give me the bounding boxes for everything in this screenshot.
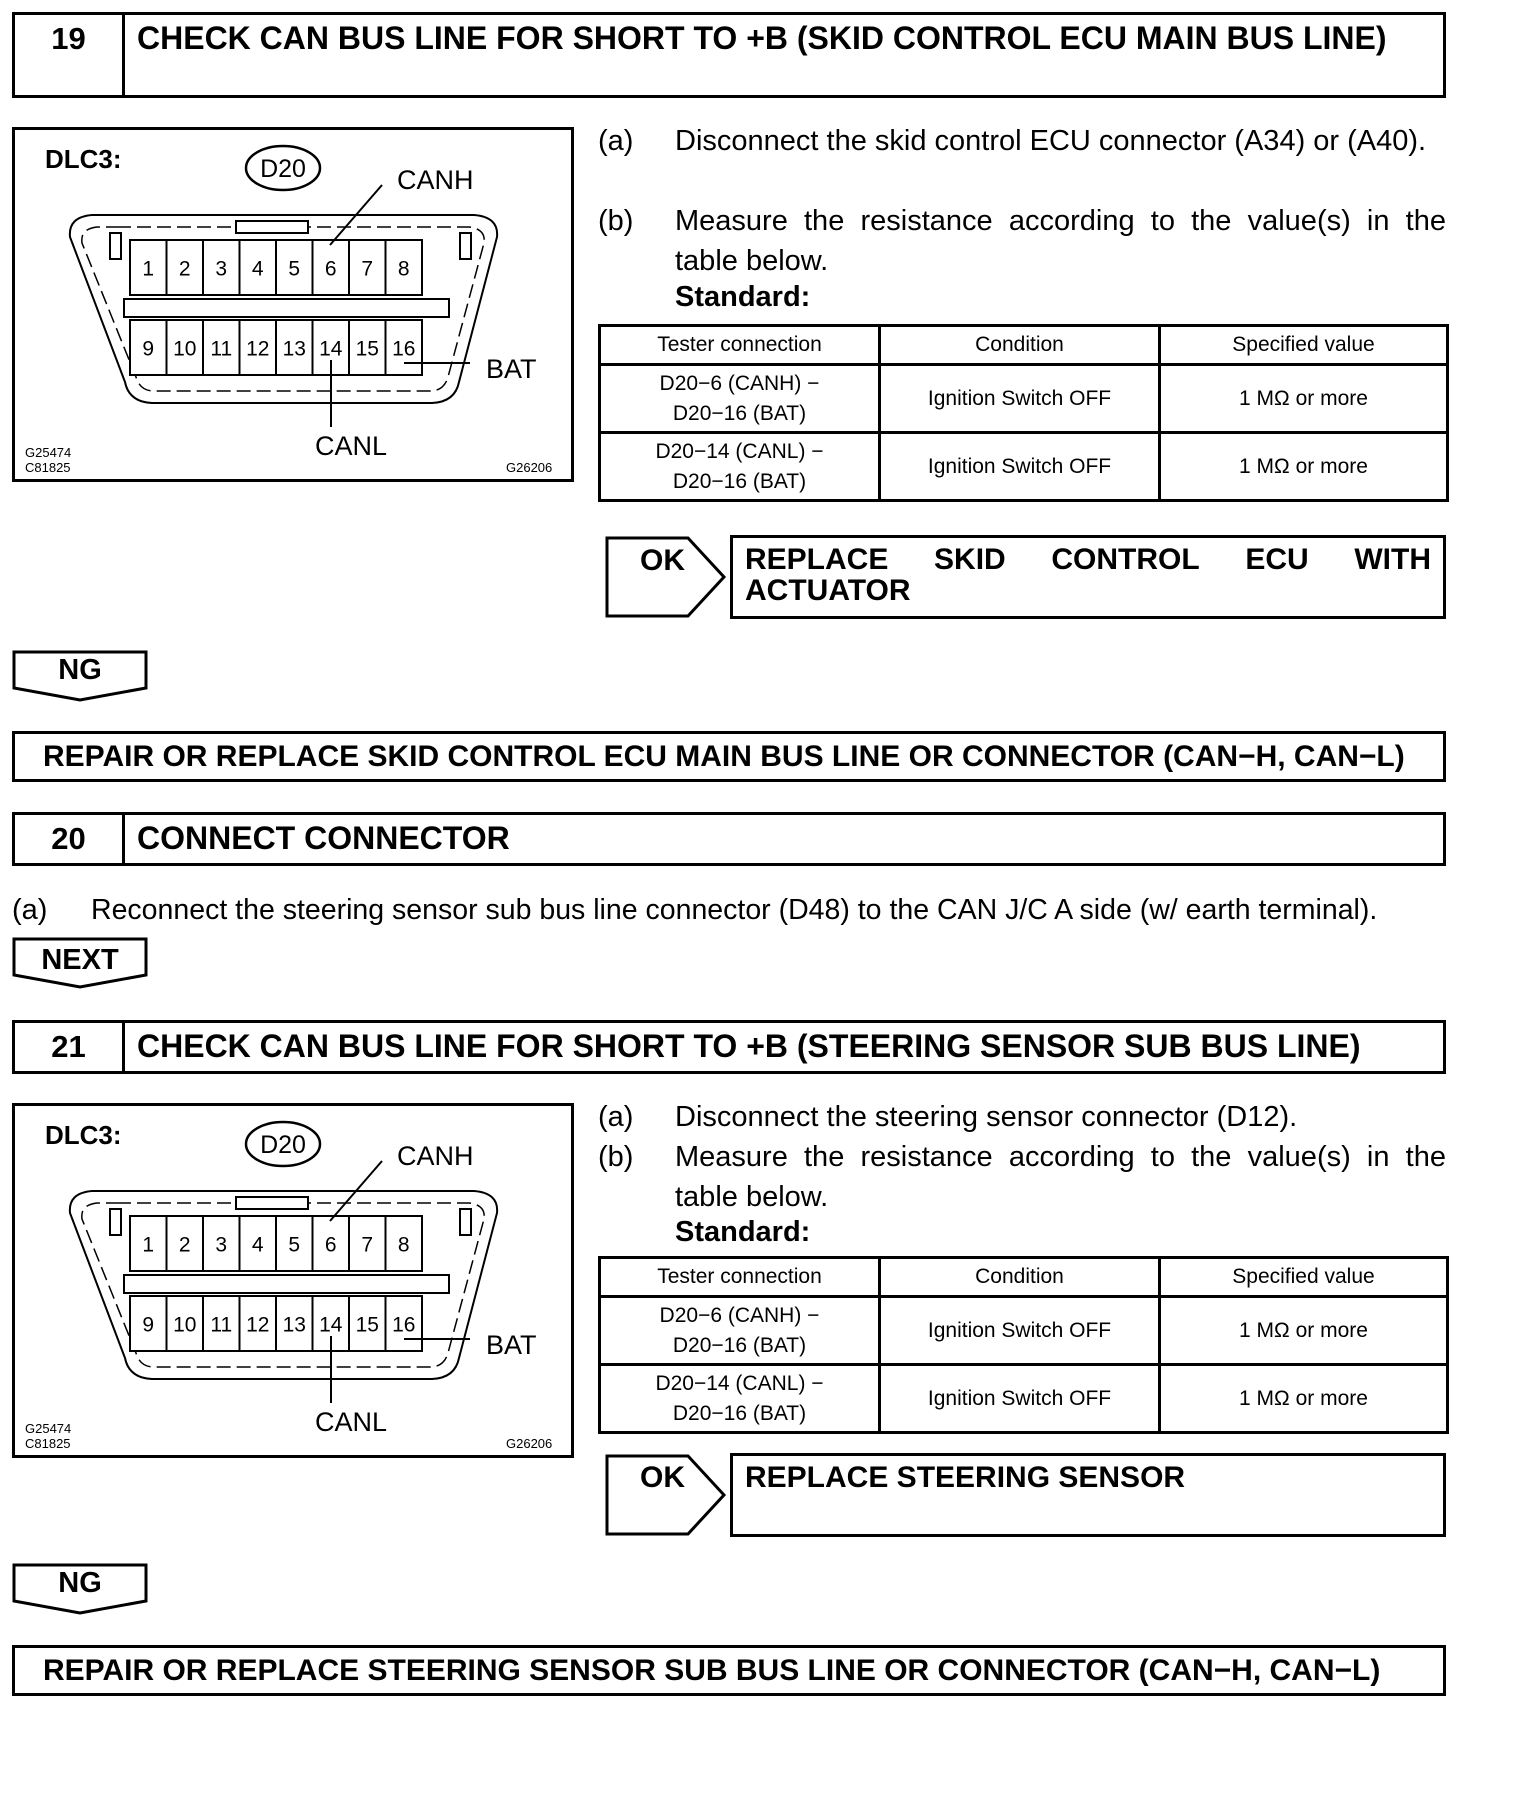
table-cell: 1 MΩ or more	[1160, 365, 1448, 433]
table-row	[600, 1297, 1448, 1365]
dlc3-connector-figure	[12, 127, 574, 482]
step-19-header	[12, 12, 1446, 98]
dlc-label: DLC3:	[45, 1120, 122, 1150]
pins-top	[130, 240, 422, 295]
ok-result-word: REPLACE	[745, 543, 889, 576]
pins-top	[130, 1216, 422, 1271]
ok-result-word: SKID	[934, 543, 1006, 576]
ng-label: NG	[58, 654, 102, 686]
ok-label: OK	[640, 544, 685, 577]
pin-number: 4	[251, 1233, 264, 1257]
step-number: 21	[15, 1023, 125, 1071]
instruction-list	[598, 121, 1446, 281]
table-cell: D20−6 (CANH) − D20−16 (BAT)	[600, 365, 880, 433]
pin-number: 12	[246, 337, 270, 361]
ng-result-box	[12, 731, 1446, 782]
ok-result-line	[745, 544, 1431, 575]
step-21-header	[12, 1020, 1446, 1074]
table-row	[600, 433, 1448, 501]
instruction-label: (a)	[12, 894, 48, 926]
spec-table	[598, 324, 1449, 502]
table-row	[600, 1365, 1448, 1433]
pin-number: 14	[319, 337, 343, 361]
table-header-row	[600, 1258, 1448, 1297]
instruction-text: Disconnect the steering sensor connector (D12).	[675, 1101, 1298, 1133]
connector-code: D20	[260, 1131, 306, 1159]
instruction-label: (a)	[598, 1101, 634, 1133]
pin-number: 1	[142, 1233, 155, 1257]
instruction-list	[598, 1097, 1446, 1217]
table-header: Tester connection	[600, 1258, 880, 1297]
pin-number: 8	[397, 257, 410, 281]
step-20-header	[12, 812, 1446, 866]
canl-label: CANL	[315, 431, 388, 461]
spec-table	[598, 1256, 1449, 1434]
ok-label: OK	[640, 1461, 685, 1494]
pin-number: 2	[178, 257, 191, 281]
ref-code: G26206	[506, 1436, 553, 1451]
table-header: Specified value	[1160, 326, 1448, 365]
pin-number: 7	[361, 257, 374, 281]
instruction-text: Reconnect the steering sensor sub bus line connector (D48) to the CAN J/C A side (w/ earth terminal).	[91, 894, 1378, 926]
instruction-label: (b)	[598, 205, 634, 237]
pin-number: 14	[319, 1313, 343, 1337]
instruction-item	[12, 890, 1452, 930]
table-row	[600, 365, 1448, 433]
pin-number: 5	[288, 1233, 301, 1257]
table-header: Specified value	[1160, 1258, 1448, 1297]
pins-bottom	[130, 1296, 422, 1351]
pin-number: 4	[251, 257, 264, 281]
ok-result-word: WITH	[1354, 543, 1431, 576]
ref-code: G26206	[506, 460, 553, 475]
instruction-item	[598, 121, 1446, 201]
table-cell: Ignition Switch OFF	[880, 1365, 1160, 1433]
bat-label: BAT	[486, 1330, 537, 1360]
dlc3-connector-figure	[12, 1103, 574, 1458]
dlc-label: DLC3:	[45, 144, 122, 174]
standard-label: Standard:	[675, 281, 811, 313]
instruction-item	[598, 1097, 1446, 1137]
table-cell: Ignition Switch OFF	[880, 1297, 1160, 1365]
standard-label: Standard:	[675, 1216, 811, 1248]
table-cell: D20−6 (CANH) − D20−16 (BAT)	[600, 1297, 880, 1365]
pin-number: 1	[142, 257, 155, 281]
step-number: 19	[15, 15, 125, 95]
connector-code: D20	[260, 155, 306, 183]
table-cell: D20−14 (CANL) − D20−16 (BAT)	[600, 433, 880, 501]
ng-label: NG	[58, 1567, 102, 1599]
ng-result-text: REPAIR OR REPLACE STEERING SENSOR SUB BUS LINE OR CONNECTOR (CAN−H, CAN−L)	[43, 1653, 1381, 1687]
ok-result-word: ECU	[1245, 543, 1309, 576]
table-cell: 1 MΩ or more	[1160, 433, 1448, 501]
pin-number: 2	[178, 1233, 191, 1257]
table-cell: Ignition Switch OFF	[880, 365, 1160, 433]
instruction-item	[598, 201, 1446, 281]
instruction-item	[598, 1137, 1446, 1217]
table-cell: 1 MΩ or more	[1160, 1297, 1448, 1365]
pin-number: 3	[215, 257, 228, 281]
pin-number: 6	[324, 257, 337, 281]
instruction-text: Measure the resistance according to the value(s) in the table below.	[675, 205, 1446, 277]
pin-number: 5	[288, 257, 301, 281]
canh-label: CANH	[397, 165, 474, 195]
table-cell: Ignition Switch OFF	[880, 433, 1160, 501]
ng-result-text: REPAIR OR REPLACE SKID CONTROL ECU MAIN BUS LINE OR CONNECTOR (CAN−H, CAN−L)	[43, 739, 1405, 773]
instruction-text: Disconnect the skid control ECU connector (A34) or (A40).	[675, 125, 1427, 157]
bat-label: BAT	[486, 354, 537, 384]
ok-result-word: CONTROL	[1051, 543, 1200, 576]
table-cell: D20−14 (CANL) − D20−16 (BAT)	[600, 1365, 880, 1433]
pin-number: 15	[355, 1313, 379, 1337]
pin-number: 13	[282, 337, 306, 361]
ok-result-box	[730, 1453, 1446, 1537]
instruction-label: (a)	[598, 125, 634, 157]
instruction-label: (b)	[598, 1141, 634, 1173]
pin-number: 3	[215, 1233, 228, 1257]
pin-number: 15	[355, 337, 379, 361]
table-header: Tester connection	[600, 326, 880, 365]
table-header-row	[600, 326, 1448, 365]
pin-number: 16	[392, 1313, 416, 1337]
step-title: CHECK CAN BUS LINE FOR SHORT TO +B (STEERING SENSOR SUB BUS LINE)	[137, 1028, 1361, 1064]
table-header: Condition	[880, 1258, 1160, 1297]
ok-result-line: ACTUATOR	[745, 574, 911, 607]
pin-number: 7	[361, 1233, 374, 1257]
ref-code: C81825	[25, 460, 71, 475]
canh-label: CANH	[397, 1141, 474, 1171]
table-header: Condition	[880, 326, 1160, 365]
pin-number: 9	[142, 337, 155, 361]
ref-code: C81825	[25, 1436, 71, 1451]
pin-number: 9	[142, 1313, 155, 1337]
ref-code: G25474	[25, 1421, 72, 1436]
ref-code: G25474	[25, 445, 72, 460]
next-label: NEXT	[41, 944, 119, 976]
pin-number: 11	[210, 337, 233, 361]
instruction-text: Measure the resistance according to the value(s) in the table below.	[675, 1141, 1446, 1213]
pin-number: 16	[392, 337, 416, 361]
step-title: CONNECT CONNECTOR	[137, 820, 510, 856]
pin-number: 11	[210, 1313, 233, 1337]
canl-label: CANL	[315, 1407, 388, 1437]
ok-result-text: REPLACE STEERING SENSOR	[745, 1461, 1186, 1494]
pin-number: 8	[397, 1233, 410, 1257]
pin-number: 10	[173, 1313, 197, 1337]
pin-number: 13	[282, 1313, 306, 1337]
step-title: CHECK CAN BUS LINE FOR SHORT TO +B (SKID CONTROL ECU MAIN BUS LINE)	[137, 20, 1387, 56]
ng-result-box	[12, 1645, 1446, 1696]
pins-bottom	[130, 320, 422, 375]
pin-number: 6	[324, 1233, 337, 1257]
pin-number: 10	[173, 337, 197, 361]
step-number: 20	[15, 815, 125, 863]
ok-result-box	[730, 535, 1446, 619]
table-cell: 1 MΩ or more	[1160, 1365, 1448, 1433]
pin-number: 12	[246, 1313, 270, 1337]
